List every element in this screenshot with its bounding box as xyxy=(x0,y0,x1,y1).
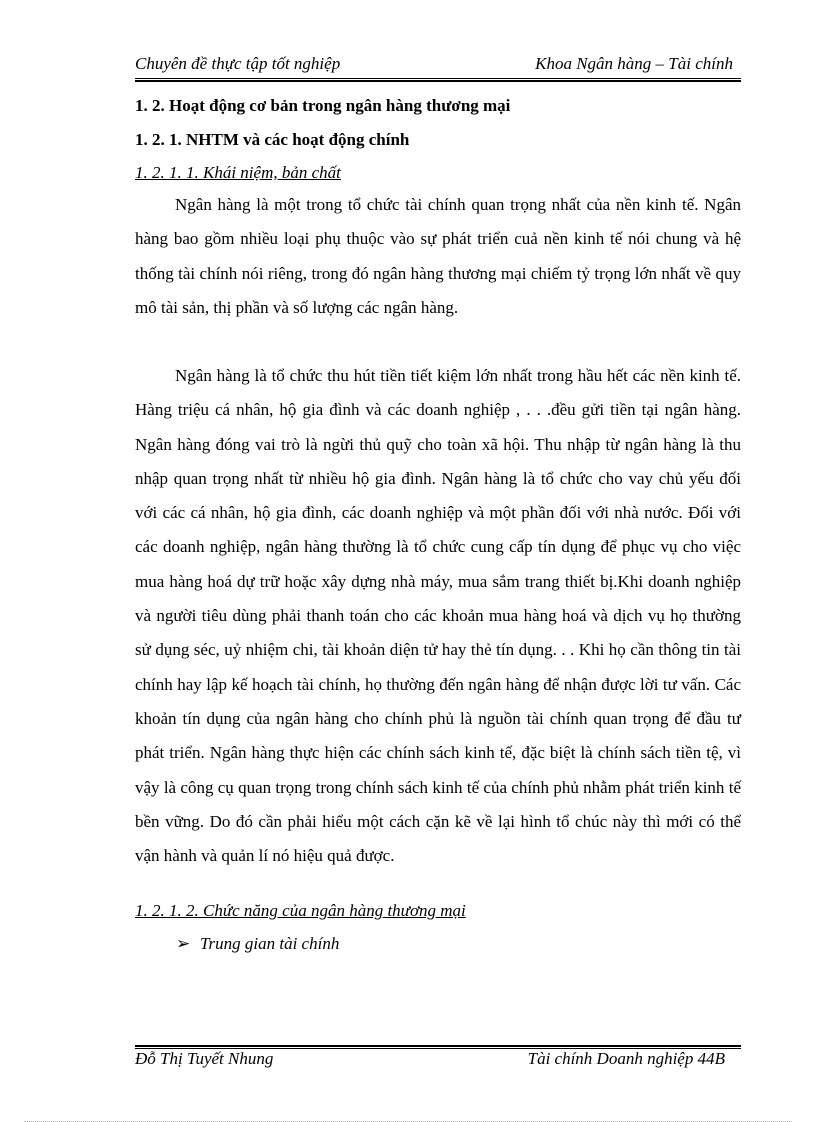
paragraph-role: Ngân hàng là tổ chức thu hút tiền tiết kiệm lớn nhất trong hầu hết các nền kinh tế. Hàng triệu cá nhân, hộ gia đình và các doanh nghiệp , . . .đều gửi tiền tại ngân hàng. Ngân hàng đóng vai trò là ngừi thủ quỹ cho toàn xã hội. Thu nhập từ ngân hàng là thu nhập quan trọng nhất từ nhiều hộ gia đình. Ngân hàng là tổ chức cho vay chủ yếu đối với các cá nhân, hộ gia đình, các doanh nghiệp và một phần đối với nhà nước. Đối với các doanh nghiệp, ngân hàng thường là tổ chức cung cấp tín dụng để phục vụ cho việc mua hàng hoá dự trữ hoặc xây dựng nhà máy, mua sắm trang thiết bị.Khi doanh nghiệp và người tiêu dùng phải thanh toán cho các khoản mua hàng hoá và dịch vụ họ thường sử dụng séc, uỷ nhiệm chi, tài khoản diện tử hay thẻ tín dụng. . . Khi họ cần thông tin tài chính hay lập kế hoạch tài chính, họ thường đến ngân hàng để nhận được lời tư vấn. Các khoản tín dụng của ngân hàng cho chính phủ là nguồn tài chính quan trọng để đầu tư phát triển. Ngân hàng thực hiện các chính sách kinh tế, đặc biệt là chính sách tiền tệ, vì vậy là công cụ quan trọng trong chính sách kinh tế của chính phủ nhằm phát triển kinh tế bền vững. Do đó cần phải hiểu một cách cặn kẽ về lại hình tổ chúc này thì mới có thể vận hành và quản lí nó hiệu quả được. xyxy=(135,366,741,866)
header-rule-thick xyxy=(135,80,741,82)
subsubsection-heading-concept: 1. 2. 1. 1. Khái niệm, bản chất xyxy=(135,163,341,182)
arrow-bullet-icon: ➢ xyxy=(176,934,191,953)
header-rule-thin xyxy=(135,78,741,79)
subsection-heading: 1. 2. 1. NHTM và các hoạt động chính xyxy=(135,130,410,149)
bullet-item xyxy=(176,934,339,954)
page-header xyxy=(135,54,741,78)
header-left-text: Chuyên đề thực tập tốt nghiệp xyxy=(135,54,341,73)
page-footer xyxy=(135,1049,741,1073)
header-right-text: Khoa Ngân hàng – Tài chính xyxy=(535,54,733,73)
footer-left-text: Đỗ Thị Tuyết Nhung xyxy=(135,1049,274,1068)
section-heading: 1. 2. Hoạt động cơ bản trong ngân hàng thương mại xyxy=(135,96,511,115)
footer-rule-thick xyxy=(135,1045,741,1047)
bullet-item-text: Trung gian tài chính xyxy=(200,934,340,953)
page-edge-dotted-line xyxy=(24,1121,792,1122)
paragraph-intro: Ngân hàng là một trong tổ chức tài chính quan trọng nhất của nền kinh tế. Ngân hàng bao gồm nhiều loại phụ thuộc vào sự phát triển cuả nền kinh tế nói chung và hệ thống tài chính nói riêng, trong đó ngân hàng thương mại chiếm tỷ trọng lớn nhất về quy mô tài sản, thị phần và số lượng các ngân hàng. xyxy=(135,195,741,317)
subsubsection-heading-functions: 1. 2. 1. 2. Chức năng của ngân hàng thương mại xyxy=(135,901,466,920)
footer-right-text: Tài chính Doanh nghiệp 44B xyxy=(527,1049,725,1068)
